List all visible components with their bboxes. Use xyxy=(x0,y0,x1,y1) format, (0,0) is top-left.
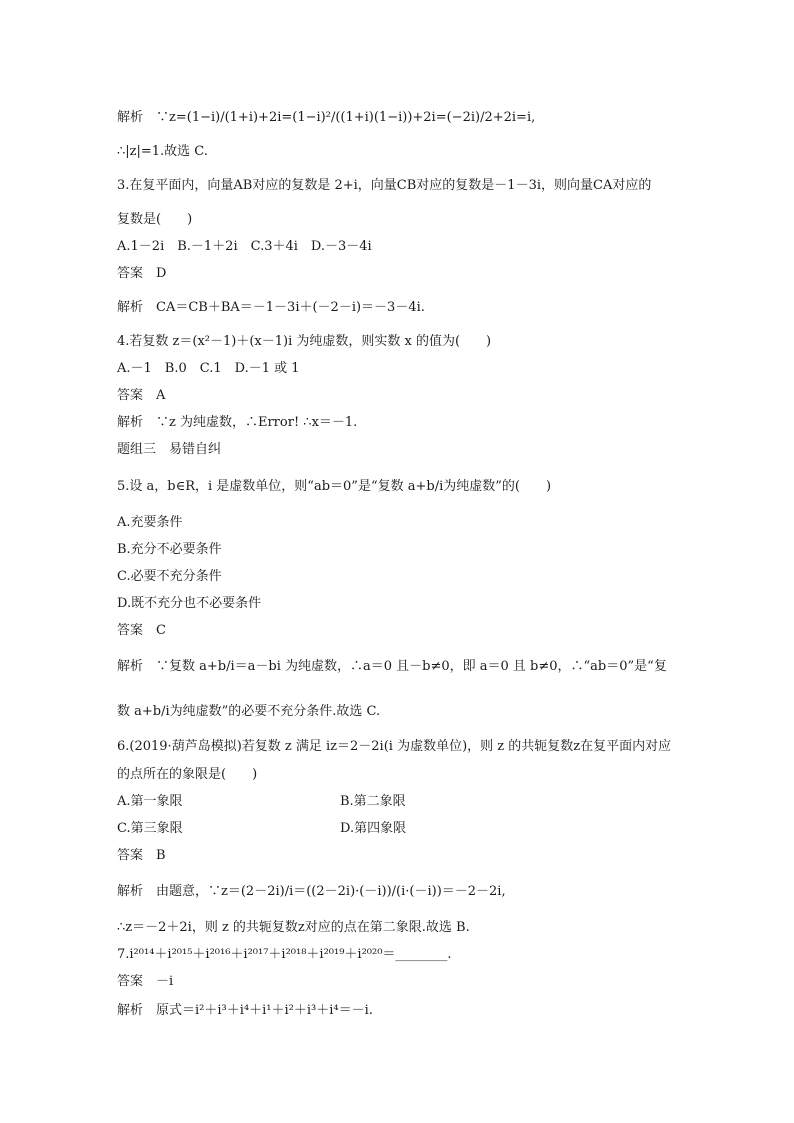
text-line: 5.设 a，b∈R，i 是虚数单位，则“ab＝0”是“复数 a+b/i为纯虚数”的( ) xyxy=(117,479,552,494)
text-line: 解析 CA＝CB＋BA＝－1－3i＋(－2－i)＝－3－4i. xyxy=(117,300,425,315)
option-right: B.第二象限 xyxy=(340,794,406,809)
text-line: 答案 B xyxy=(117,848,166,863)
text-line: 解析 ∵z=(1−i)/(1+i)+2i=(1−i)²/((1+i)(1−i))+2i=(−2i)/2+2i=i, xyxy=(117,110,536,125)
text-line: D.既不充分也不必要条件 xyxy=(117,596,262,611)
text-line: 题组三 易错自纠 xyxy=(117,442,222,457)
text-line: 7.i²⁰¹⁴＋i²⁰¹⁵＋i²⁰¹⁶＋i²⁰¹⁷＋i²⁰¹⁸＋i²⁰¹⁹＋i²⁰²⁰＝________. xyxy=(117,947,452,962)
text-line: 答案 －i xyxy=(117,974,174,989)
option-right: D.第四象限 xyxy=(340,821,407,836)
text-line: 解析 原式＝i²＋i³＋i⁴＋i¹＋i²＋i³＋i⁴＝－i. xyxy=(117,1003,373,1018)
text-line: C.第三象限 xyxy=(117,821,183,836)
text-line: A.充要条件 xyxy=(117,515,183,530)
text-line: A.－1 B.0 C.1 D.－1 或 1 xyxy=(117,361,300,376)
text-line: 答案 A xyxy=(117,388,166,403)
text-line: 数 a+b/i为纯虚数”的必要不充分条件.故选 C. xyxy=(117,704,381,719)
text-line: 答案 D xyxy=(117,266,167,281)
text-line: 解析 由题意，∵z＝(2－2i)/i＝((2－2i)·(－i))/(i·(－i))＝－2－2i, xyxy=(117,884,506,899)
text-line: ∴|z|=1.故选 C. xyxy=(117,144,208,159)
text-line: 4.若复数 z＝(x²－1)＋(x－1)i 为纯虚数，则实数 x 的值为( ) xyxy=(117,334,492,349)
text-line: 3.在复平面内，向量AB对应的复数是 2+i，向量CB对应的复数是－1－3i，则向量CA对应的 xyxy=(117,178,652,193)
text-line: 复数是( ) xyxy=(117,212,193,227)
text-line: ∴z＝－2＋2i，则 z 的共轭复数z对应的点在第二象限.故选 B. xyxy=(117,920,470,935)
text-line: A.1－2i B.－1＋2i C.3＋4i D.－3－4i xyxy=(117,239,372,254)
text-line: 解析 ∵z 为纯虚数，∴Error! ∴x＝－1. xyxy=(117,415,358,430)
text-line: 的点所在的象限是( ) xyxy=(117,767,258,782)
text-line: 解析 ∵复数 a+b/i＝a－bi 为纯虚数，∴a＝0 且－b≠0，即 a＝0 且 b≠0，∴“ab＝0”是“复 xyxy=(117,659,667,674)
text-line: A.第一象限 xyxy=(117,794,183,809)
text-line: B.充分不必要条件 xyxy=(117,542,222,557)
text-line: 6.(2019·葫芦岛模拟)若复数 z 满足 iz＝2－2i(i 为虚数单位)，则 z 的共轭复数z在复平面内对应 xyxy=(117,739,672,754)
text-line: 答案 C xyxy=(117,623,166,638)
text-line: C.必要不充分条件 xyxy=(117,569,222,584)
